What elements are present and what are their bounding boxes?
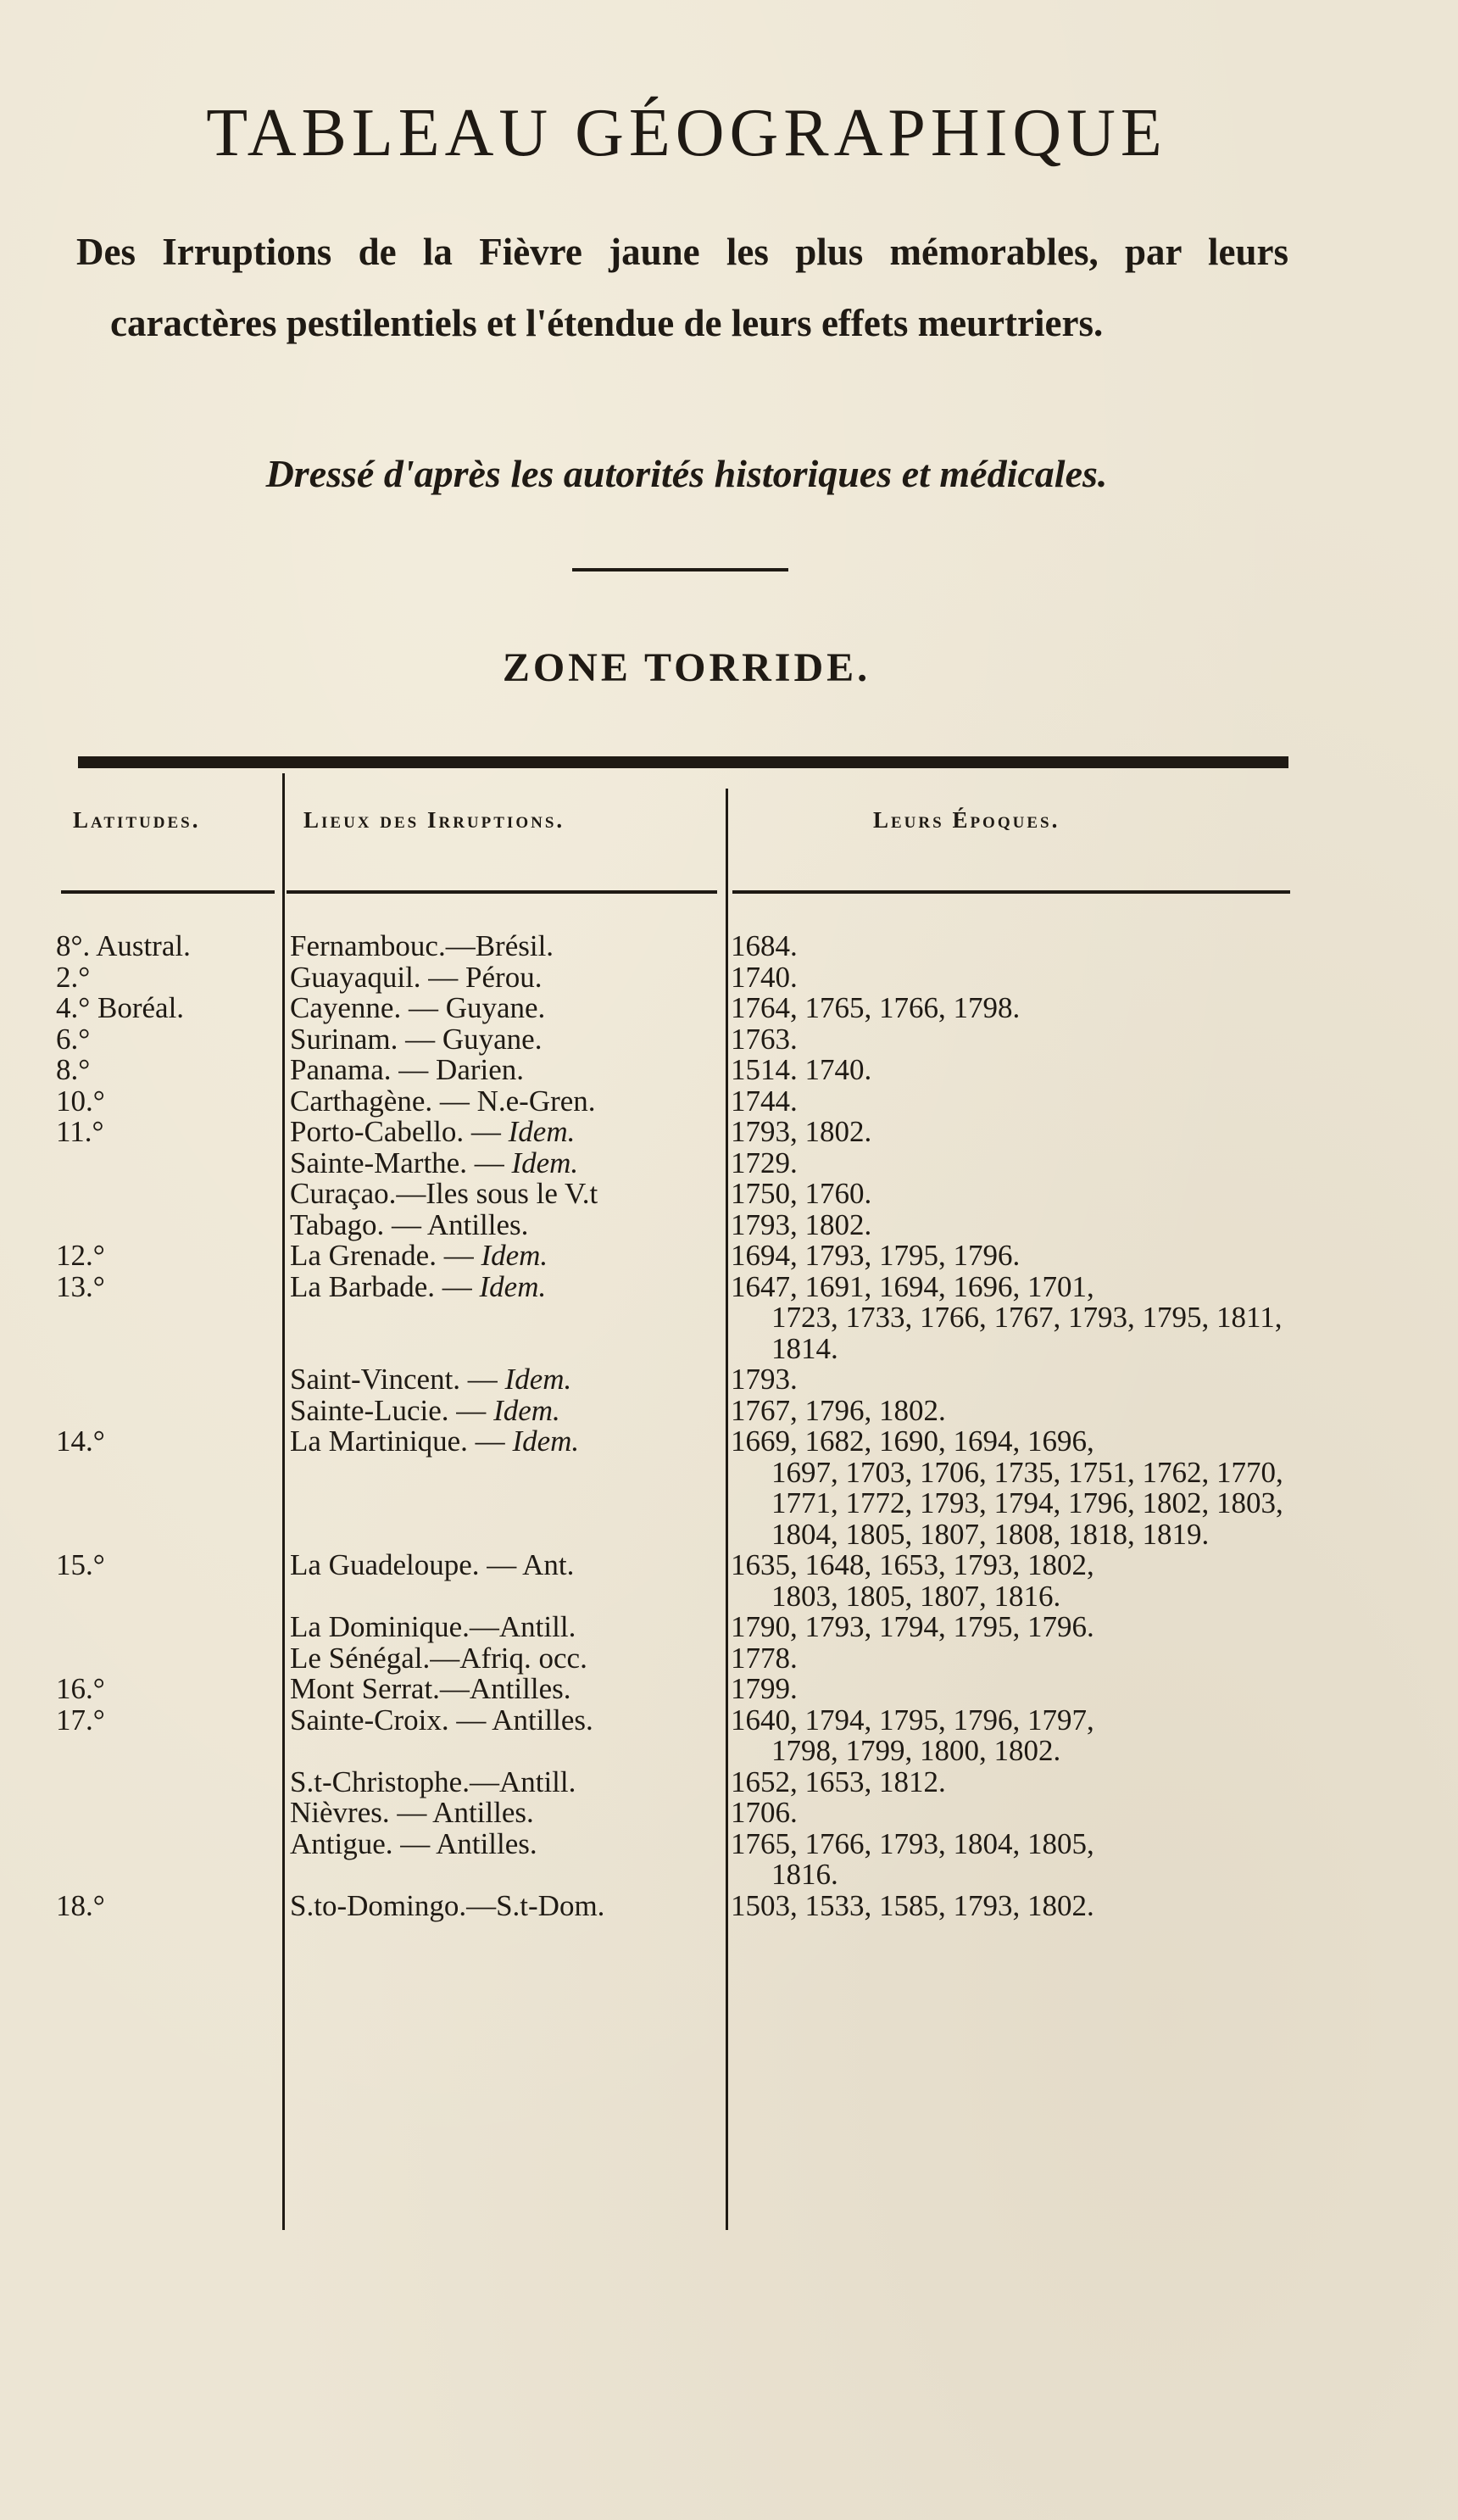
header-places: Lieux des Irruptions. [303,807,565,833]
row-years-first-line: 1669, 1682, 1690, 1694, 1696, [731,1424,1094,1458]
row-place-name: Panama. — Darien. [290,1053,525,1086]
row-place [290,931,554,962]
row-latitude: 17.° [56,1703,105,1737]
row-years [731,1207,1290,1241]
row-latitude: 8.° [56,1053,91,1086]
row-latitude: 15.° [56,1548,105,1581]
subtitle [76,216,1288,359]
table-row [0,1612,1458,1643]
header-epochs: Leurs Époques. [873,807,1060,833]
row-place [290,993,545,1024]
row-years-first-line: 1729. [731,1146,798,1179]
header-latitudes: Latitudes. [73,807,201,833]
row-years [731,931,1290,962]
row-place-idem: Idem. [481,1239,548,1272]
row-years [731,1179,1290,1210]
row-years-continuation: 1798, 1799, 1800, 1802. [771,1734,1061,1767]
row-place [290,1269,547,1303]
row-place [290,1055,524,1086]
row-years-continuation: 1723, 1733, 1766, 1767, 1793, 1795, 1811, 1814. [771,1301,1283,1365]
table-row [0,1364,1458,1396]
row-place-name: Sainte-Lucie. — [290,1393,494,1427]
row-place [290,1767,576,1798]
row-place-name: Curaçao.—Iles sous le V.t [290,1177,598,1210]
row-place-name: La Grenade. — [290,1239,481,1272]
row-latitude: 14.° [56,1424,105,1458]
row-place-name: Sainte-Croix. — Antilles. [290,1703,593,1737]
row-latitude: 8°. Austral. [56,929,191,962]
row-place [290,1798,534,1829]
row-years [731,1055,1290,1086]
row-place-name: Surinam. — Guyane. [290,1022,543,1056]
row-years [731,1240,1290,1272]
row-place-name: Sainte-Marthe. — [290,1146,512,1179]
row-place [290,1826,537,1860]
table-row [0,993,1458,1024]
row-latitude: 11.° [56,1115,104,1148]
row-place [290,1117,575,1148]
header-underline-places [287,890,717,894]
row-place [290,1086,596,1118]
row-years-first-line: 1750, 1760. [731,1177,872,1210]
row-place [290,1643,587,1675]
row-years [731,1117,1290,1148]
row-place-idem: Idem. [508,1115,576,1148]
row-years [731,1364,1290,1396]
row-place [290,1612,576,1643]
row-years-first-line: 1652, 1653, 1812. [731,1765,946,1798]
row-latitude: 13.° [56,1269,105,1303]
row-years-first-line: 1778. [731,1641,798,1675]
row-years-first-line: 1799. [731,1672,798,1705]
row-years [731,1612,1290,1643]
table-row [0,1086,1458,1118]
table-row [0,1269,1458,1365]
row-years-first-line: 1640, 1794, 1795, 1796, 1797, [731,1703,1094,1737]
row-years [731,993,1290,1024]
row-place-name: La Martinique. — [290,1424,513,1458]
row-place-name: S.to-Domingo.—S.t-Dom. [290,1888,605,1922]
row-years-first-line: 1764, 1765, 1766, 1798. [731,991,1021,1024]
table-row [0,1426,1458,1550]
row-place-idem: Idem. [512,1424,580,1458]
row-years-first-line: 1765, 1766, 1793, 1804, 1805, [731,1826,1094,1860]
row-years-first-line: 1790, 1793, 1794, 1795, 1796. [731,1610,1094,1643]
row-place-idem: Idem. [504,1363,572,1396]
table-row [0,931,1458,962]
table-row [0,1550,1458,1612]
row-years [731,1705,1290,1767]
row-latitude: 10.° [56,1084,105,1118]
short-divider [572,568,788,571]
row-place-idem: Idem. [511,1146,579,1179]
row-place [290,1426,579,1458]
page-title: TABLEAU GÉOGRAPHIQUE [206,96,1167,170]
table-row [0,1240,1458,1272]
row-place [290,1393,560,1427]
table-row [0,1393,1458,1427]
table-row [0,1207,1458,1241]
row-place [290,1364,571,1396]
row-years-first-line: 1684. [731,929,798,962]
row-place-name: Guayaquil. — Pérou. [290,960,543,994]
row-years [731,1798,1290,1829]
table-row [0,1643,1458,1675]
row-years-first-line: 1706. [731,1796,798,1829]
table-row [0,1888,1458,1922]
table-row [0,1024,1458,1056]
table-row [0,1767,1458,1798]
row-years [731,1826,1290,1891]
row-place-name: La Barbade. — [290,1269,480,1303]
row-place [290,1179,598,1210]
table-row [0,1674,1458,1705]
header-underline-epochs [732,890,1290,894]
row-place [290,1674,571,1705]
row-years [731,1674,1290,1705]
table-body [0,931,1458,1921]
row-place-name: Saint-Vincent. — [290,1363,505,1396]
row-place-idem: Idem. [479,1269,547,1303]
row-place-name: S.t-Christophe.—Antill. [290,1765,576,1798]
row-years-first-line: 1740. [731,960,798,994]
table-row [0,1055,1458,1086]
row-years [731,1426,1290,1550]
row-years [731,962,1290,994]
row-place-name: La Dominique.—Antill. [290,1610,576,1643]
row-years-first-line: 1793, 1802. [731,1207,872,1241]
row-years [731,1550,1290,1612]
row-years-first-line: 1744. [731,1084,798,1118]
row-years-continuation: 1816. [771,1858,838,1891]
row-place-name: Le Sénégal.—Afriq. occ. [290,1641,587,1675]
row-place-name: La Guadeloupe. — Ant. [290,1548,575,1581]
row-place-name: Carthagène. — N.e-Gren. [290,1084,596,1118]
zone-heading: ZONE TORRIDE. [502,645,871,690]
row-years [731,1643,1290,1675]
source-note: Dressé d'après les autorités historiques et médicales. [265,452,1108,495]
row-years-first-line: 1503, 1533, 1585, 1793, 1802. [731,1888,1094,1922]
table-row [0,1117,1458,1148]
row-latitude: 12.° [56,1239,105,1272]
row-latitude: 2.° [56,960,91,994]
row-place-name: Cayenne. — Guyane. [290,991,546,1024]
row-place-name: Porto-Cabello. — [290,1115,509,1148]
row-latitude: 16.° [56,1672,105,1705]
row-latitude: 6.° [56,1022,91,1056]
row-years-first-line: 1694, 1793, 1795, 1796. [731,1239,1021,1272]
row-years [731,1393,1290,1427]
table-top-rule [78,756,1288,768]
row-place [290,1550,574,1581]
row-latitude: 18.° [56,1888,105,1922]
row-years [731,1086,1290,1118]
row-place [290,1207,529,1241]
table-row [0,1179,1458,1210]
row-place [290,1240,548,1272]
row-place [290,1148,578,1179]
table-row [0,1826,1458,1891]
row-place-name: Mont Serrat.—Antilles. [290,1672,571,1705]
row-place-idem: Idem. [493,1393,560,1427]
row-years [731,1767,1290,1798]
row-place-name: Antigue. — Antilles. [290,1826,537,1860]
row-years-first-line: 1767, 1796, 1802. [731,1393,946,1427]
row-years-continuation: 1803, 1805, 1807, 1816. [771,1579,1061,1613]
header-underline-latitudes [61,890,275,894]
row-latitude: 4.° Boréal. [56,991,185,1024]
row-years-continuation: 1697, 1703, 1706, 1735, 1751, 1762, 1770, 1771, 1772, 1793, 1794, 1796, 1802, 1803, 1804, 1805, 1807, 1808, 1818, 1819. [771,1455,1283,1551]
table-row [0,962,1458,994]
row-years-first-line: 1647, 1691, 1694, 1696, 1701, [731,1269,1094,1303]
table-row [0,1705,1458,1767]
row-years-first-line: 1793. [731,1363,798,1396]
row-years [731,1269,1290,1365]
table-row [0,1798,1458,1829]
row-years-first-line: 1763. [731,1022,798,1056]
row-years-first-line: 1514. 1740. [731,1053,872,1086]
row-years-first-line: 1793, 1802. [731,1115,872,1148]
table-row [0,1148,1458,1179]
row-place [290,962,542,994]
row-years [731,1888,1290,1922]
row-years-first-line: 1635, 1648, 1653, 1793, 1802, [731,1548,1094,1581]
row-place-name: Tabago. — Antilles. [290,1207,529,1241]
row-place-name: Nièvres. — Antilles. [290,1796,534,1829]
row-place [290,1705,593,1737]
row-years [731,1024,1290,1056]
row-years [731,1148,1290,1179]
row-place [290,1024,542,1056]
row-place-name: Fernambouc.—Brésil. [290,929,554,962]
subtitle-text: Des Irruptions de la Fièvre jaune les plus mémorables, par leurs caractères pestilentiels et l'étendue de leurs effets meurtriers. [76,231,1288,344]
row-place [290,1888,605,1922]
